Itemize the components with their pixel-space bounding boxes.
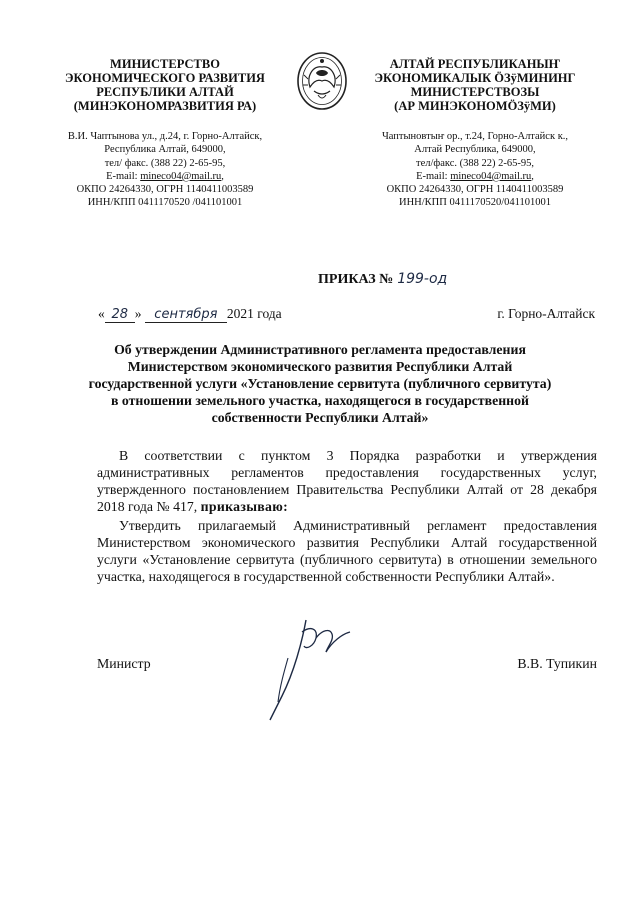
email-suffix: , (221, 170, 224, 182)
org-line: МИНИСТЕРСТВОЗЫ (410, 85, 540, 99)
org-line: РЕСПУБЛИКИ АЛТАЙ (96, 85, 234, 99)
org-line: ЭКОНОМИКАЛЫК ÖЗÿМИНИНГ (374, 71, 576, 85)
org-line: МИНИСТЕРСТВО (110, 57, 220, 71)
org-line: (АР МИНЭКОНОМÖЗÿМИ) (394, 99, 556, 113)
title-line: Министерством экономического развития Республики Алтай (127, 359, 513, 374)
ministry-name-alt (350, 57, 600, 113)
date-day: 28 (105, 307, 135, 323)
address-line: Республика Алтай, 649000, (104, 144, 226, 156)
signatory-name: В.В. Тупикин (517, 656, 597, 671)
address-line: тел/факс. (388 22) 2-65-95, (416, 157, 534, 169)
address-line: тел/ факс. (388 22) 2-65-95, (104, 157, 226, 169)
preamble-text: В соответствии с пунктом 3 Порядка разработки и утверждения административных регламентов предоставления государственных услуг, утвержденного постановлением Правительства Республики Алтай от 28 декабря 2018 года № 417, (97, 448, 597, 514)
email-suffix: , (531, 170, 534, 182)
org-line: ЭКОНОМИЧЕСКОГО РАЗВИТИЯ (65, 71, 265, 85)
order-date (98, 306, 282, 323)
email-link[interactable]: mineco04@mail.ru (450, 170, 532, 182)
address-alt (350, 130, 600, 210)
address-line: В.И. Чаптынова ул., д.24, г. Горно-Алтайск, (67, 131, 263, 142)
title-line: Об утверждении Административного регламента предоставления (114, 342, 526, 357)
org-line: (МИНЭКОНОМРАЗВИТИЯ РА) (73, 99, 257, 113)
email-line (40, 170, 290, 183)
signatory-position: Министр (97, 656, 151, 671)
address-ru (40, 130, 290, 210)
document-title (80, 341, 560, 426)
republic-altai-emblem-icon (296, 51, 348, 111)
org-line: АЛТАЙ РЕСПУБЛИКАНЫҤ (389, 57, 561, 71)
resolution-paragraph (97, 517, 597, 585)
order-verb: приказываю: (200, 499, 288, 514)
order-label: ПРИКАЗ № (318, 272, 394, 287)
preamble-paragraph (97, 447, 597, 515)
date-year: 2021 года (226, 306, 282, 321)
ministry-name-ru (40, 57, 290, 113)
handwritten-signature-icon (258, 612, 368, 724)
title-line: собственности Республики Алтай» (211, 410, 429, 425)
title-line: государственной услуги «Установление сервитута (публичного сервитута) (88, 376, 552, 391)
quote-open: « (98, 306, 105, 321)
codes-line: ИНН/КПП 0411170520/041101001 (399, 197, 551, 209)
quote-close: » (134, 306, 142, 321)
email-link[interactable]: mineco04@mail.ru (140, 170, 222, 182)
letterhead-russian (40, 57, 290, 210)
codes-line: ОКПО 24264330, ОГРН 1140411003589 (76, 184, 254, 196)
email-label: E-mail: (416, 170, 451, 182)
email-line (350, 170, 600, 183)
city: г. Горно-Алтайск (497, 306, 595, 321)
order-number: 199-од (397, 271, 448, 287)
email-label: E-mail: (106, 170, 141, 182)
resolution-text: Утвердить прилагаемый Административный регламент предоставления Министерством экономического развития Республики Алтай государственной услуги «Установление сервитута (публичного сервитута) в отношении земельного участка, находящегося в государственной собственности Республики Алтай». (97, 518, 597, 584)
order-heading (318, 271, 447, 288)
address-line: Алтай Республика, 649000, (414, 144, 536, 156)
title-line: в отношении земельного участка, находящегося в государственной (111, 393, 529, 408)
codes-line: ОКПО 24264330, ОГРН 1140411003589 (386, 184, 564, 196)
date-month: сентября (145, 307, 227, 323)
letterhead-altai (350, 57, 600, 210)
codes-line: ИНН/КПП 0411170520 /041101001 (87, 197, 243, 209)
address-line: Чаптыновтыҥ ор., т.24, Горно-Алтайск к., (381, 131, 569, 142)
